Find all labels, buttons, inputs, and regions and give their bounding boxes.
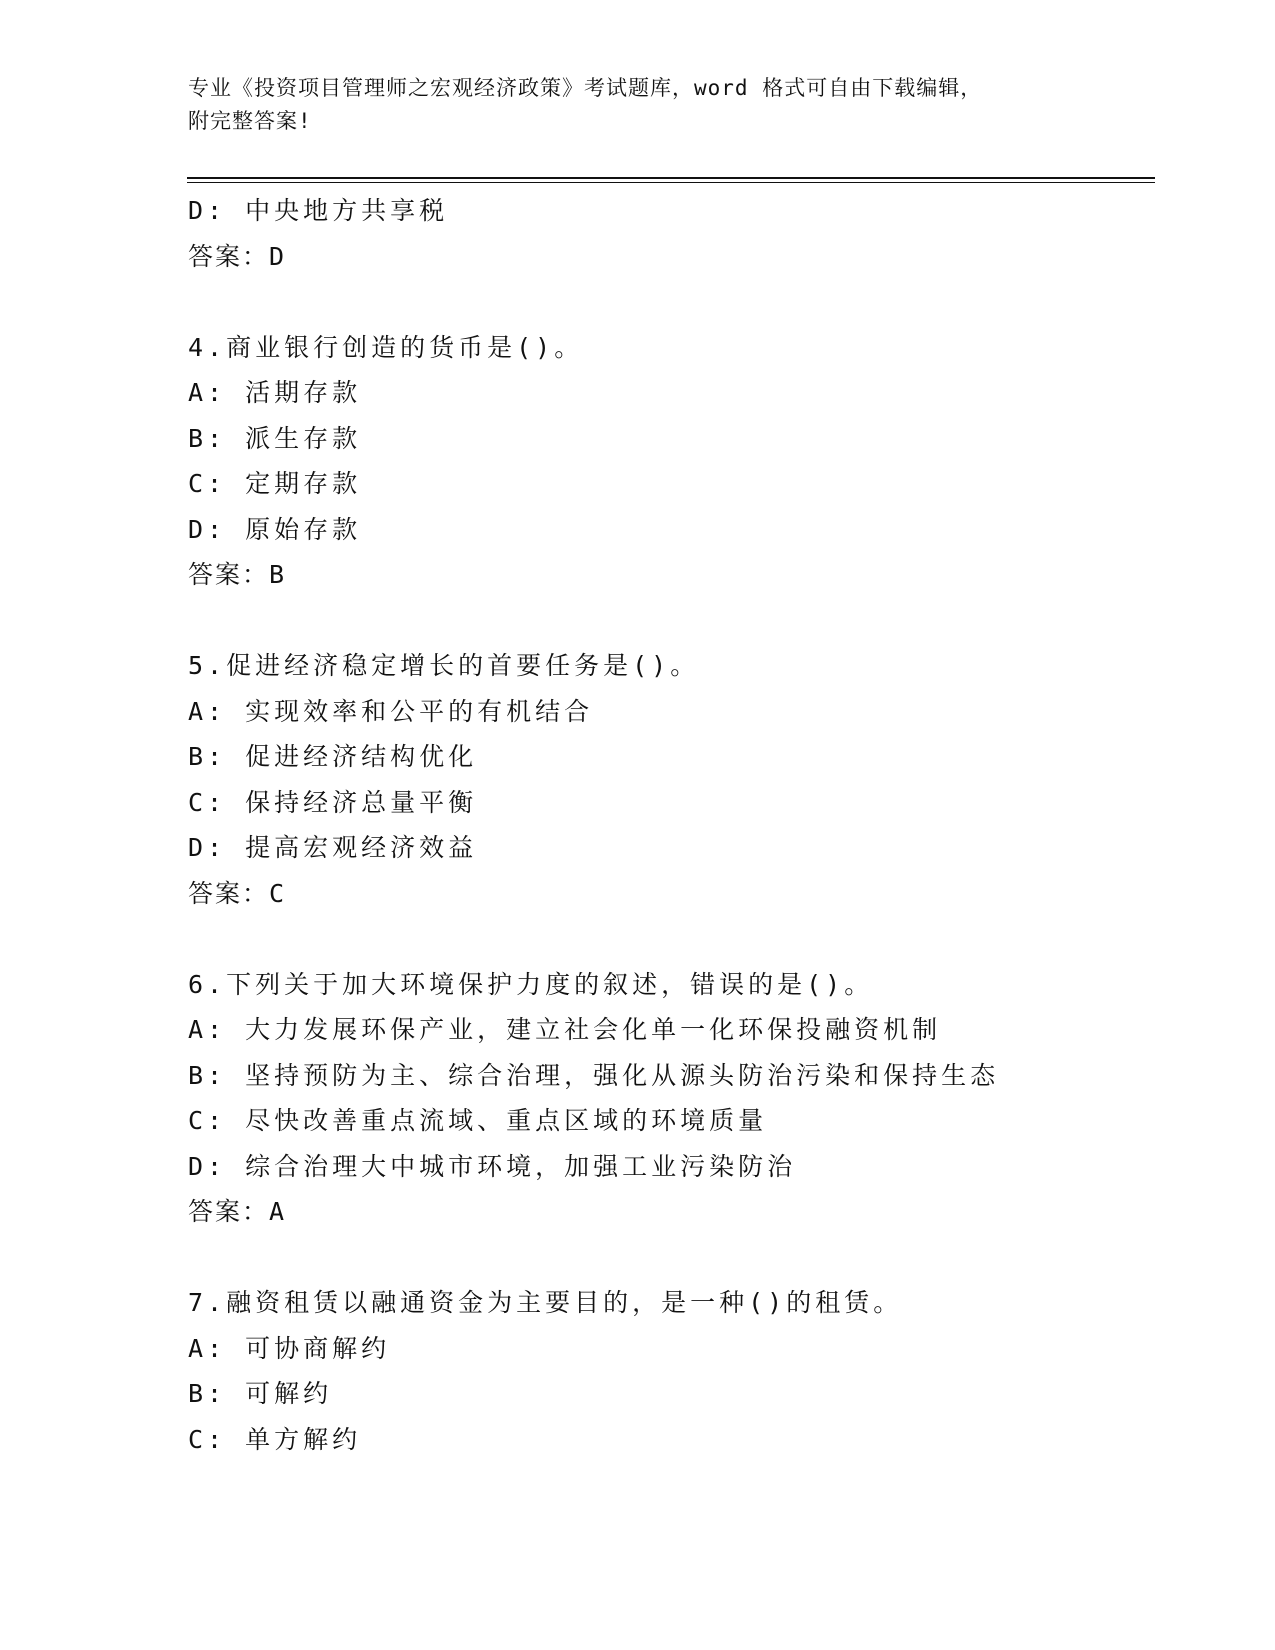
question-text: 7.融资租赁以融通资金为主要目的，是一种()的租赁。 <box>188 1288 903 1317</box>
option-b: B: 派生存款 <box>188 423 362 453</box>
option-c: C: 定期存款 <box>188 469 362 498</box>
option-c: C: 保持经济总量平衡 <box>188 787 478 817</box>
answer-label: 答案： <box>188 560 270 589</box>
header-rule-thick <box>187 177 1155 179</box>
document-header <box>188 72 1088 138</box>
spacer <box>188 279 1148 325</box>
option-b: B: 促进经济结构优化 <box>188 742 478 771</box>
option-d: D: 原始存款 <box>188 514 362 544</box>
answer-line <box>188 1189 1148 1235</box>
option-b: B: 可解约 <box>188 1379 333 1408</box>
option-b: B: 坚持预防为主、综合治理，强化从源头防治污染和保持生态 <box>188 1060 1000 1090</box>
option-a: A: 实现效率和公平的有机结合 <box>188 696 594 726</box>
answer-value: D <box>269 241 285 271</box>
spacer <box>188 1235 1148 1281</box>
question-text: 5.促进经济稳定增长的首要任务是()。 <box>188 651 700 680</box>
spacer <box>188 916 1148 962</box>
option-d: D: 综合治理大中城市环境，加强工业污染防治 <box>188 1151 797 1181</box>
question-block-6 <box>188 962 1148 1235</box>
header-line-2: 附完整答案! <box>188 109 312 133</box>
answer-label: 答案： <box>188 878 270 908</box>
option-a: A: 大力发展环保产业，建立社会化单一化环保投融资机制 <box>188 1015 942 1044</box>
answer-label: 答案： <box>188 241 270 271</box>
answer-value: A <box>269 1197 285 1226</box>
answer-line <box>188 552 1148 598</box>
question-block-4 <box>188 325 1148 598</box>
option-c: C: 单方解约 <box>188 1424 362 1454</box>
option-d: D: 提高宏观经济效益 <box>188 833 478 862</box>
question-block-7 <box>188 1280 1148 1462</box>
spacer <box>188 598 1148 644</box>
option-d: D: 中央地方共享税 <box>188 196 449 225</box>
header-rule-thin <box>187 182 1155 183</box>
answer-line <box>188 871 1148 917</box>
answer-line <box>188 234 1148 280</box>
question-block-5 <box>188 643 1148 916</box>
continued-block <box>188 188 1148 279</box>
option-c: C: 尽快改善重点流域、重点区域的环境质量 <box>188 1106 768 1135</box>
question-list <box>188 188 1148 1462</box>
answer-value: C <box>269 878 285 908</box>
header-line-1: 专业《投资项目管理师之宏观经济政策》考试题库，word 格式可自由下载编辑， <box>188 76 983 100</box>
option-a: A: 活期存款 <box>188 378 362 407</box>
question-text: 4.商业银行创造的货币是()。 <box>188 332 584 362</box>
answer-value: B <box>269 560 285 589</box>
answer-label: 答案： <box>188 1197 270 1226</box>
question-text: 6.下列关于加大环境保护力度的叙述，错误的是()。 <box>188 969 874 999</box>
option-a: A: 可协商解约 <box>188 1333 391 1363</box>
